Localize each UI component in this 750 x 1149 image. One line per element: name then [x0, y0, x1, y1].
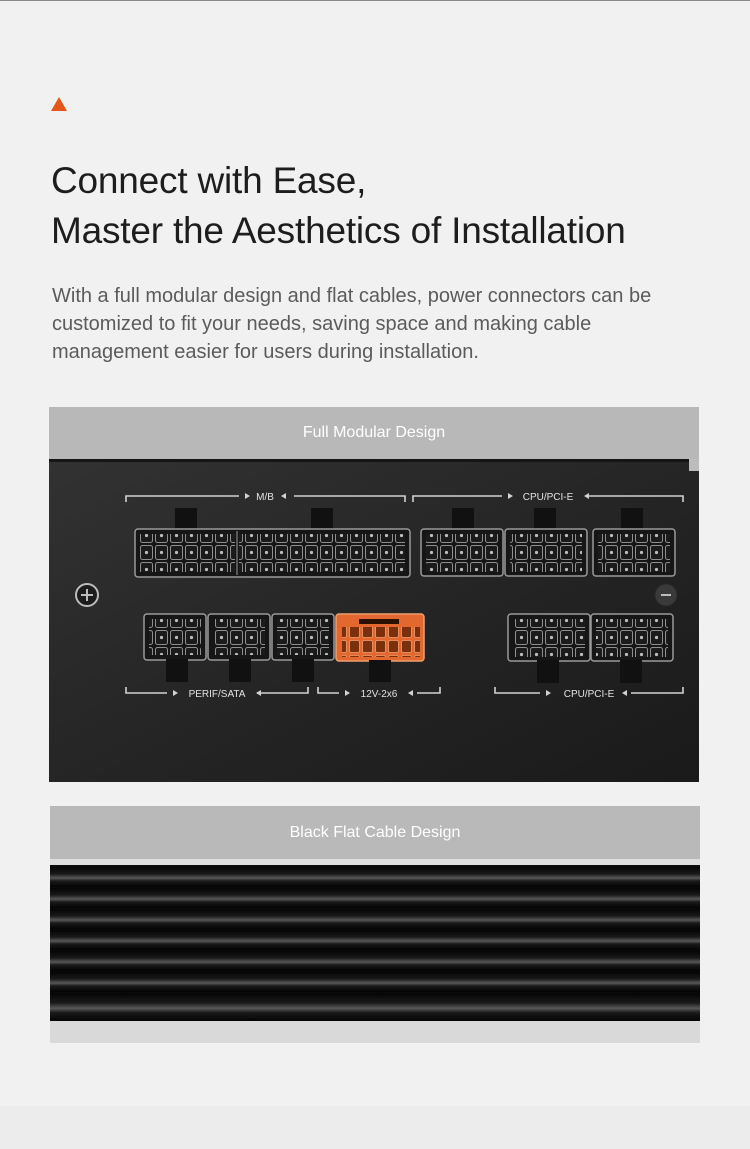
cpu-pcie-top-connectors	[421, 508, 675, 576]
feature-description: With a full modular design and flat cables, power connectors can be customized to fit your needs, saving space and making cable management easier for users during installation.	[52, 285, 652, 363]
cable-panel-header	[50, 806, 700, 859]
modular-panel-title: Full Modular Design	[302, 424, 446, 441]
page-headline	[51, 156, 731, 256]
accent-triangle-icon	[51, 97, 67, 111]
perif-sata-connectors	[144, 614, 334, 682]
label-mb: M/B	[256, 492, 274, 503]
label-perif-sata: PERIF/SATA	[188, 689, 246, 700]
modular-design-panel	[49, 407, 699, 782]
top-divider	[0, 0, 750, 1]
cable-panel-title: Black Flat Cable Design	[289, 823, 461, 841]
flat-cable-photo	[50, 859, 700, 1043]
screw-left-icon	[76, 584, 98, 606]
psu-connector-panel-image	[49, 459, 699, 782]
bottom-band	[0, 1106, 750, 1149]
modular-panel-header	[49, 407, 699, 459]
label-cpu-pcie-top: CPU/PCI-E	[522, 492, 574, 503]
headline-line-2: Master the Aesthetics of Installation	[51, 210, 626, 251]
label-12v-2x6: 12V-2x6	[360, 689, 398, 700]
label-cpu-pcie-bottom: CPU/PCI-E	[563, 689, 615, 700]
flat-cable-panel	[50, 806, 700, 1043]
screw-right-icon	[655, 584, 677, 606]
headline-line-1: Connect with Ease,	[51, 160, 367, 201]
